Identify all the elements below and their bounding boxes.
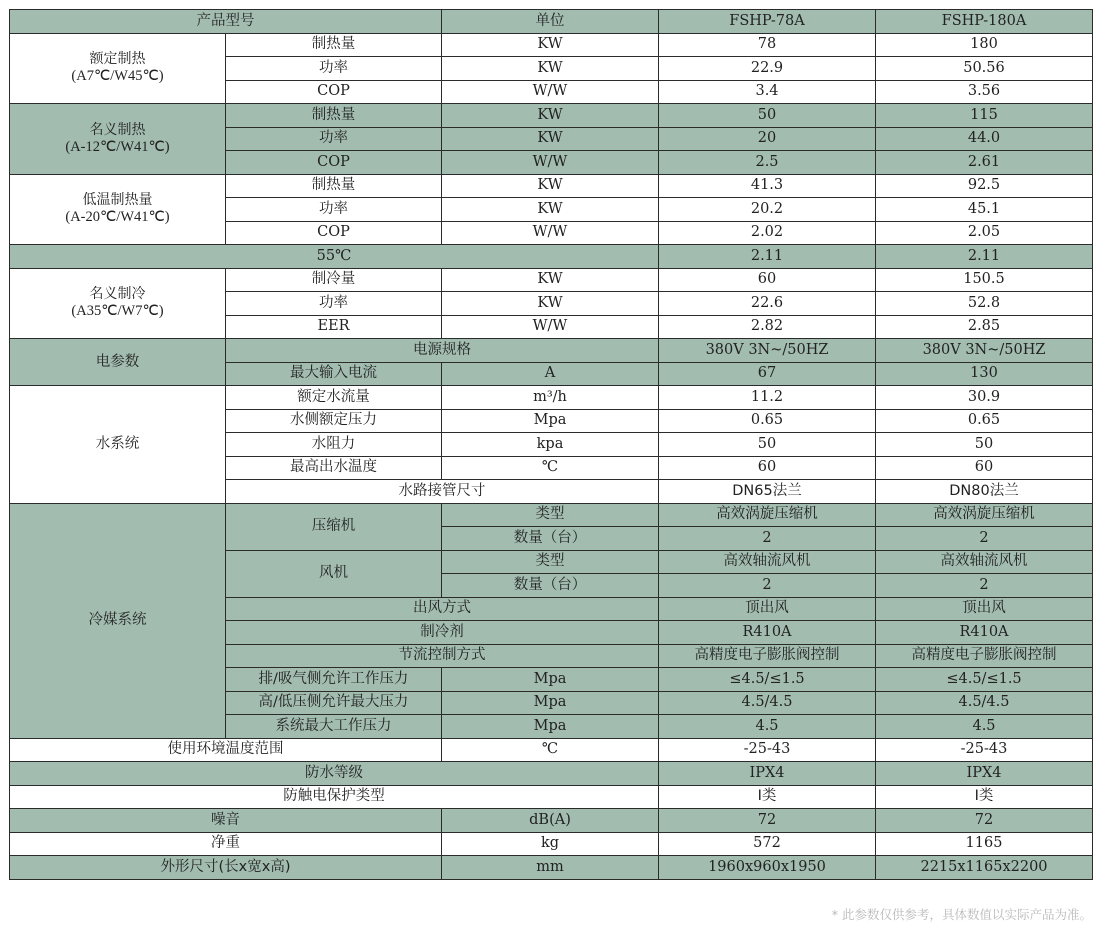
param-label: EER	[226, 315, 442, 339]
param-label: 制热量	[226, 33, 442, 57]
table-row	[10, 104, 1093, 128]
table-row	[10, 386, 1093, 410]
param-label: 外形尺寸(长x宽x高)	[10, 856, 442, 880]
value-cell: 顶出风	[659, 597, 876, 621]
group-title: 名义制冷	[89, 286, 146, 303]
unit-cell: KW	[442, 174, 659, 198]
group-title: 低温制热量	[82, 192, 153, 209]
value-cell: 2.02	[659, 221, 876, 245]
value-cell: 60	[659, 456, 876, 480]
table-row	[10, 503, 1093, 527]
value-cell: 高效轴流风机	[659, 550, 876, 574]
param-label: COP	[226, 80, 442, 104]
value-cell: R410A	[659, 621, 876, 645]
value-cell: 180	[876, 33, 1093, 57]
model-2: FSHP-180A	[876, 10, 1093, 34]
value-cell: 78	[659, 33, 876, 57]
group-refrigerant-system: 冷媒系统	[10, 503, 226, 738]
value-cell: 3.56	[876, 80, 1093, 104]
param-label: 防触电保护类型	[10, 785, 659, 809]
unit-cell: m³/h	[442, 386, 659, 410]
value-cell: 92.5	[876, 174, 1093, 198]
param-label: 防水等级	[10, 762, 659, 786]
param-label: 功率	[226, 198, 442, 222]
value-cell: 150.5	[876, 268, 1093, 292]
param-label: 最高出水温度	[226, 456, 442, 480]
param-label: 制热量	[226, 174, 442, 198]
value-cell: 4.5	[659, 715, 876, 739]
header-row	[10, 10, 1093, 34]
unit-cell: Mpa	[442, 715, 659, 739]
value-cell: 11.2	[659, 386, 876, 410]
unit-cell: Mpa	[442, 409, 659, 433]
value-cell: 50	[659, 433, 876, 457]
unit-cell: ℃	[442, 456, 659, 480]
param-label: 电源规格	[226, 339, 659, 363]
param-label: 55℃	[10, 245, 659, 269]
table-row	[10, 245, 1093, 269]
value-cell: 0.65	[659, 409, 876, 433]
group-nominal-heating	[10, 104, 226, 175]
param-label: COP	[226, 221, 442, 245]
value-cell: 380V 3N~/50HZ	[659, 339, 876, 363]
param-label: 类型	[442, 550, 659, 574]
value-cell: 高精度电子膨胀阀控制	[876, 644, 1093, 668]
value-cell: 高精度电子膨胀阀控制	[659, 644, 876, 668]
value-cell: 2.11	[659, 245, 876, 269]
group-rated-heating	[10, 33, 226, 104]
value-cell: 22.6	[659, 292, 876, 316]
unit-cell: mm	[442, 856, 659, 880]
group-nominal-cooling	[10, 268, 226, 339]
table-row	[10, 268, 1093, 292]
value-cell: 380V 3N~/50HZ	[876, 339, 1093, 363]
group-condition: (A7℃/W45℃)	[71, 68, 164, 85]
group-condition: (A-12℃/W41℃)	[65, 138, 170, 155]
value-cell: 2	[876, 527, 1093, 551]
unit-cell: KW	[442, 127, 659, 151]
group-title: 额定制热	[89, 51, 146, 68]
value-cell: 60	[659, 268, 876, 292]
table-row	[10, 738, 1093, 762]
spec-table	[9, 9, 1093, 880]
subgroup-compressor: 压缩机	[226, 503, 442, 550]
model-1: FSHP-78A	[659, 10, 876, 34]
value-cell: 2.5	[659, 151, 876, 175]
param-label: 制冷量	[226, 268, 442, 292]
value-cell: 2.61	[876, 151, 1093, 175]
unit-cell: KW	[442, 33, 659, 57]
value-cell: 2.05	[876, 221, 1093, 245]
value-cell: I类	[659, 785, 876, 809]
value-cell: 高效轴流风机	[876, 550, 1093, 574]
unit-cell: W/W	[442, 80, 659, 104]
value-cell: 4.5	[876, 715, 1093, 739]
table-row	[10, 785, 1093, 809]
value-cell: -25-43	[876, 738, 1093, 762]
value-cell: 72	[659, 809, 876, 833]
param-label: 净重	[10, 832, 442, 856]
value-cell: 41.3	[659, 174, 876, 198]
param-label: 数量（台）	[442, 574, 659, 598]
param-label: 水侧额定压力	[226, 409, 442, 433]
value-cell: 1960x960x1950	[659, 856, 876, 880]
param-label: 噪音	[10, 809, 442, 833]
table-row	[10, 856, 1093, 880]
value-cell: 高效涡旋压缩机	[876, 503, 1093, 527]
param-label: 水阻力	[226, 433, 442, 457]
table-row	[10, 832, 1093, 856]
group-water-system: 水系统	[10, 386, 226, 504]
value-cell: 130	[876, 362, 1093, 386]
param-label: 高/低压侧允许最大压力	[226, 691, 442, 715]
table-row	[10, 339, 1093, 363]
param-label: 节流控制方式	[226, 644, 659, 668]
value-cell: 44.0	[876, 127, 1093, 151]
value-cell: 52.8	[876, 292, 1093, 316]
param-label: 制冷剂	[226, 621, 659, 645]
unit-cell: Mpa	[442, 691, 659, 715]
param-label: 制热量	[226, 104, 442, 128]
value-cell: 2.85	[876, 315, 1093, 339]
value-cell: 60	[876, 456, 1093, 480]
unit-cell: ℃	[442, 738, 659, 762]
value-cell: I类	[876, 785, 1093, 809]
param-label: 使用环境温度范围	[10, 738, 442, 762]
value-cell: IPX4	[659, 762, 876, 786]
value-cell: IPX4	[876, 762, 1093, 786]
value-cell: 顶出风	[876, 597, 1093, 621]
value-cell: 572	[659, 832, 876, 856]
unit-cell: kg	[442, 832, 659, 856]
unit-cell: KW	[442, 292, 659, 316]
value-cell: ≤4.5/≤1.5	[876, 668, 1093, 692]
param-label: 类型	[442, 503, 659, 527]
group-electrical: 电参数	[10, 339, 226, 386]
subgroup-fan: 风机	[226, 550, 442, 597]
unit-cell: KW	[442, 104, 659, 128]
group-condition: (A-20℃/W41℃)	[65, 209, 170, 226]
param-label: 水路接管尺寸	[226, 480, 659, 504]
param-label: 额定水流量	[226, 386, 442, 410]
value-cell: DN65法兰	[659, 480, 876, 504]
unit-cell: W/W	[442, 221, 659, 245]
value-cell: 30.9	[876, 386, 1093, 410]
param-label: 功率	[226, 292, 442, 316]
value-cell: ≤4.5/≤1.5	[659, 668, 876, 692]
value-cell: 20	[659, 127, 876, 151]
value-cell: 2.82	[659, 315, 876, 339]
value-cell: 2	[876, 574, 1093, 598]
group-condition: (A35℃/W7℃)	[71, 303, 164, 320]
table-row	[10, 762, 1093, 786]
param-label: 功率	[226, 127, 442, 151]
value-cell: 2215x1165x2200	[876, 856, 1093, 880]
value-cell: 72	[876, 809, 1093, 833]
unit-cell: Mpa	[442, 668, 659, 692]
param-label: 最大输入电流	[226, 362, 442, 386]
unit-cell: dB(A)	[442, 809, 659, 833]
value-cell: 50	[659, 104, 876, 128]
param-label: 排/吸气侧允许工作压力	[226, 668, 442, 692]
value-cell: 4.5/4.5	[876, 691, 1093, 715]
value-cell: 50	[876, 433, 1093, 457]
group-low-temp-heating	[10, 174, 226, 245]
value-cell: 20.2	[659, 198, 876, 222]
unit-cell: KW	[442, 268, 659, 292]
value-cell: DN80法兰	[876, 480, 1093, 504]
value-cell: 2	[659, 527, 876, 551]
value-cell: 67	[659, 362, 876, 386]
value-cell: 2.11	[876, 245, 1093, 269]
value-cell: -25-43	[659, 738, 876, 762]
value-cell: 2	[659, 574, 876, 598]
group-title: 名义制热	[89, 121, 146, 138]
value-cell: 50.56	[876, 57, 1093, 81]
value-cell: R410A	[876, 621, 1093, 645]
unit-cell: KW	[442, 198, 659, 222]
value-cell: 1165	[876, 832, 1093, 856]
unit-cell: A	[442, 362, 659, 386]
unit-cell: W/W	[442, 315, 659, 339]
param-label: COP	[226, 151, 442, 175]
param-label: 系统最大工作压力	[226, 715, 442, 739]
unit-cell: KW	[442, 57, 659, 81]
value-cell: 3.4	[659, 80, 876, 104]
model-label: 产品型号	[10, 10, 442, 34]
value-cell: 高效涡旋压缩机	[659, 503, 876, 527]
value-cell: 45.1	[876, 198, 1093, 222]
unit-cell: kpa	[442, 433, 659, 457]
table-row	[10, 33, 1093, 57]
unit-label: 单位	[442, 10, 659, 34]
param-label: 出风方式	[226, 597, 659, 621]
param-label: 功率	[226, 57, 442, 81]
table-row	[10, 174, 1093, 198]
param-label: 数量（台）	[442, 527, 659, 551]
value-cell: 115	[876, 104, 1093, 128]
value-cell: 0.65	[876, 409, 1093, 433]
value-cell: 22.9	[659, 57, 876, 81]
table-row	[10, 809, 1093, 833]
value-cell: 4.5/4.5	[659, 691, 876, 715]
footnote: * 此参数仅供参考，具体数值以实际产品为准。	[831, 907, 1092, 922]
unit-cell: W/W	[442, 151, 659, 175]
